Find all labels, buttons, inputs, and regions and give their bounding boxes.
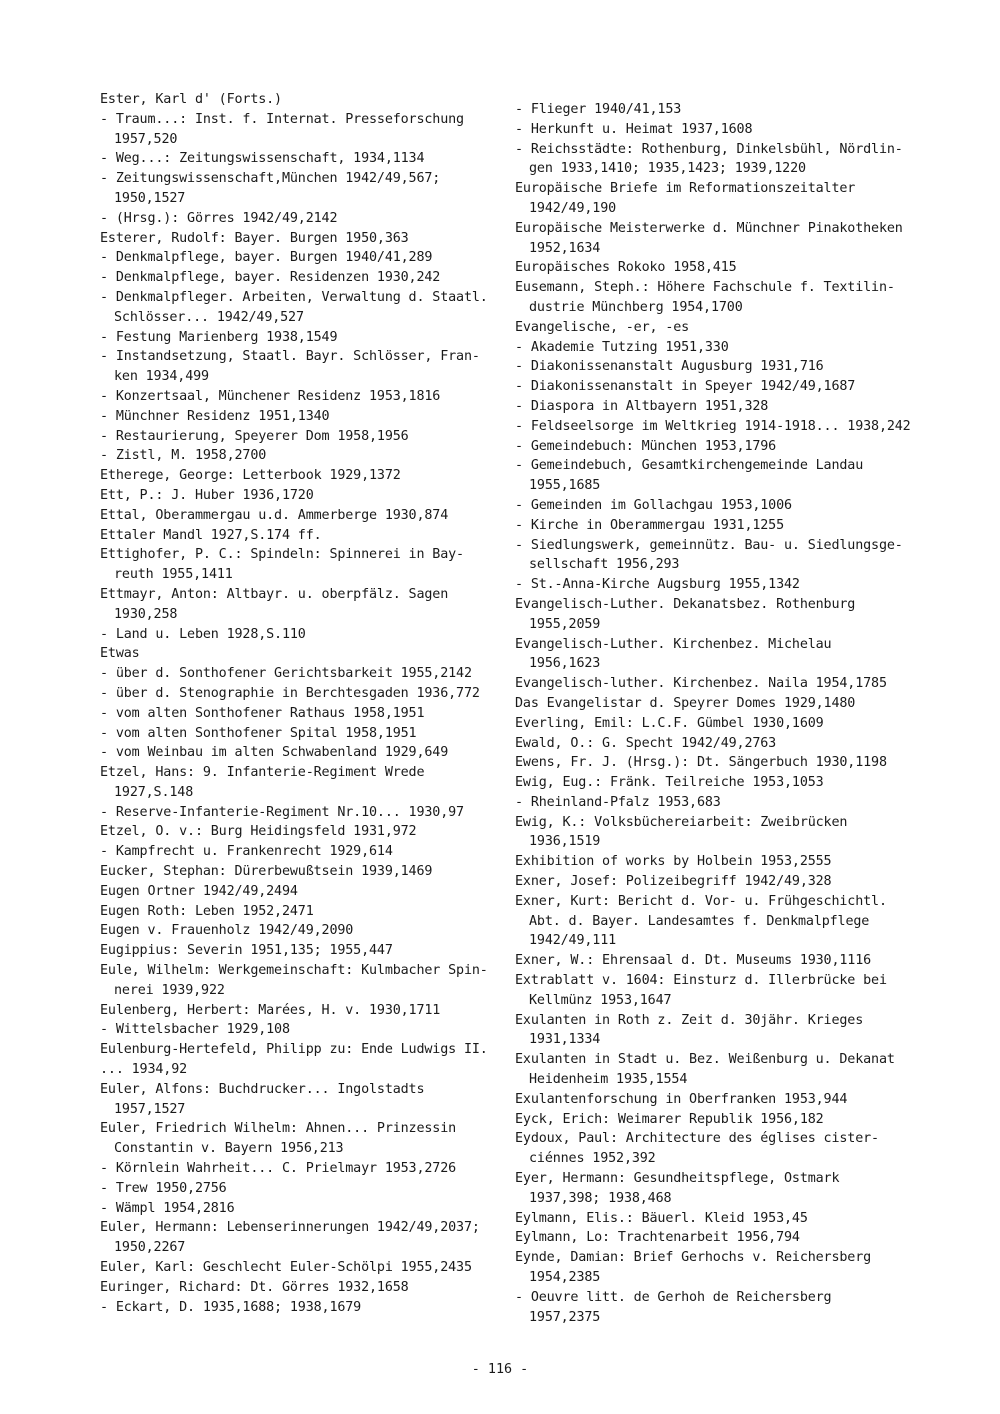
index-entry-line: - Zistl, M. 1958,2700 bbox=[100, 448, 267, 464]
index-entry-line: Eydoux, Paul: Architecture des églises cister- bbox=[515, 1131, 879, 1147]
index-entry-line: Ettal, Oberammergau u.d. Ammerberge 1930,874 bbox=[100, 507, 449, 523]
index-entry-line: 1942/49,111 bbox=[529, 933, 617, 949]
index-entry-line: Europäische Briefe im Reformationszeitalter bbox=[515, 181, 856, 197]
index-entry-line: Eylmann, Lo: Trachtenarbeit 1956,794 bbox=[515, 1230, 800, 1246]
index-entry-line: Evangelische, -er, -es bbox=[515, 319, 690, 335]
index-entry-line: - Instandsetzung, Staatl. Bayr. Schlösser, Fran- bbox=[100, 349, 480, 365]
index-entry-line: Eucker, Stephan: Dürerbewußtsein 1939,1469 bbox=[100, 864, 433, 880]
index-entry-line: Ewig, K.: Volksbüchereiarbeit: Zweibrücken bbox=[515, 814, 848, 830]
index-entry-line: - Wämpl 1954,2816 bbox=[100, 1200, 235, 1216]
index-entry-line: Etherege, George: Letterbook 1929,1372 bbox=[100, 468, 401, 484]
index-entry-line: nerei 1939,922 bbox=[114, 982, 225, 998]
index-entry-line: sellschaft 1956,293 bbox=[529, 557, 680, 573]
index-entry-line: 1957,2375 bbox=[529, 1309, 601, 1325]
index-entry-line: Das Evangelistar d. Speyrer Domes 1929,1480 bbox=[515, 695, 856, 711]
index-entry-line: Extrablatt v. 1604: Einsturz d. Illerbrücke bei bbox=[515, 973, 887, 989]
index-entry-line: Constantin v. Bayern 1956,213 bbox=[114, 1141, 344, 1157]
index-entry-line: - Gemeinden im Gollachgau 1953,1006 bbox=[515, 497, 792, 513]
index-entry-line: 1936,1519 bbox=[529, 834, 601, 850]
index-entry-line: Evangelisch-luther. Kirchenbez. Naila 1954,1785 bbox=[515, 676, 887, 692]
index-entry-line: - Diaspora in Altbayern 1951,328 bbox=[515, 398, 769, 414]
index-entry-line: - Diakonissenanstalt Augusburg 1931,716 bbox=[515, 359, 824, 375]
index-entry-line: - Reserve-Infanterie-Regiment Nr.10... 1930,97 bbox=[100, 804, 464, 820]
index-entry-line: Eylmann, Elis.: Bäuerl. Kleid 1953,45 bbox=[515, 1210, 808, 1226]
index-entry-line: - Eckart, D. 1935,1688; 1938,1679 bbox=[100, 1299, 362, 1315]
index-entry-line: - Kampfrecht u. Frankenrecht 1929,614 bbox=[100, 844, 393, 860]
index-entry-line: - (Hrsg.): Görres 1942/49,2142 bbox=[100, 210, 338, 226]
index-entry-line: - Flieger 1940/41,153 bbox=[515, 102, 682, 117]
index-entry-line: 1937,398; 1938,468 bbox=[529, 1190, 672, 1206]
index-entry-line: Etzel, O. v.: Burg Heidingsfeld 1931,972 bbox=[100, 824, 417, 840]
index-entry-line: dustrie Münchberg 1954,1700 bbox=[529, 299, 743, 315]
index-entry-line: Everling, Emil: L.C.F. Gümbel 1930,1609 bbox=[515, 715, 824, 731]
index-entry-line: Eugippius: Severin 1951,135; 1955,447 bbox=[100, 943, 393, 959]
index-entry-line: Eulenburg-Hertefeld, Philipp zu: Ende Ludwigs II. bbox=[100, 1042, 488, 1058]
index-entry-line: Exulanten in Stadt u. Bez. Weißenburg u. Dekanat bbox=[515, 1052, 895, 1068]
index-entry-line: Eyer, Hermann: Gesundheitspflege, Ostmark bbox=[515, 1171, 840, 1187]
index-entry-line: Exner, Kurt: Bericht d. Vor- u. Frühgeschichtl. bbox=[515, 893, 887, 909]
left-column bbox=[100, 90, 510, 1317]
index-entry-line: 1950,1527 bbox=[114, 190, 186, 206]
index-entry-line: Exner, Josef: Polizeibegriff 1942/49,328 bbox=[515, 874, 832, 890]
index-entry-line: Ewald, O.: G. Specht 1942/49,2763 bbox=[515, 735, 777, 751]
index-entry-line: Ester, Karl d' (Forts.) bbox=[100, 92, 282, 107]
index-entry-line: 1954,2385 bbox=[529, 1270, 601, 1286]
index-entry-line: 1955,2059 bbox=[529, 616, 601, 632]
index-entry-line: Exhibition of works by Holbein 1953,2555 bbox=[515, 854, 832, 870]
index-entry-line: - Denkmalpfleger. Arbeiten, Verwaltung d. Staatl. bbox=[100, 289, 488, 305]
index-entry-line: Etzel, Hans: 9. Infanterie-Regiment Wrede bbox=[100, 765, 425, 781]
index-entry-line: - Denkmalpflege, bayer. Burgen 1940/41,289 bbox=[100, 250, 433, 266]
index-entry-line: Evangelisch-Luther. Kirchenbez. Michelau bbox=[515, 636, 832, 652]
index-entry-line: 1957,520 bbox=[114, 131, 178, 147]
index-entry-line: 1957,1527 bbox=[114, 1101, 186, 1117]
index-entry-line: 1956,1623 bbox=[529, 656, 601, 672]
index-entry-line: - Gemeindebuch, Gesamtkirchengemeinde Landau bbox=[515, 458, 864, 474]
index-entry-line: Eugen Roth: Leben 1952,2471 bbox=[100, 903, 314, 919]
index-entry-line: - Kirche in Oberammergau 1931,1255 bbox=[515, 517, 785, 533]
index-entry-line: ciénnes 1952,392 bbox=[529, 1151, 656, 1167]
index-entry-line: Ettighofer, P. C.: Spindeln: Spinnerei in Bay- bbox=[100, 547, 464, 563]
index-entry-line: - Denkmalpflege, bayer. Residenzen 1930,242 bbox=[100, 270, 441, 286]
index-entry-line: Etwas bbox=[100, 646, 140, 662]
index-entry-line: ken 1934,499 bbox=[114, 369, 209, 385]
index-entry-line: - Herkunft u. Heimat 1937,1608 bbox=[515, 121, 753, 137]
index-entry-line: Exner, W.: Ehrensaal d. Dt. Museums 1930,1116 bbox=[515, 953, 872, 969]
index-entry-line: - über d. Stenographie in Berchtesgaden 1936,772 bbox=[100, 685, 480, 701]
index-entry-line: Euler, Alfons: Buchdrucker... Ingolstadts bbox=[100, 1081, 425, 1097]
index-entry-line: - vom Weinbau im alten Schwabenland 1929,649 bbox=[100, 745, 449, 761]
index-entry-line: Ettmayr, Anton: Altbayr. u. oberpfälz. Sagen bbox=[100, 586, 449, 602]
index-entry-line: 1930,258 bbox=[114, 606, 178, 622]
index-entry-line: Euler, Karl: Geschlecht Euler-Schölpi 1955,2435 bbox=[100, 1260, 472, 1276]
index-entry-line: Europäische Meisterwerke d. Münchner Pinakotheken bbox=[515, 220, 903, 236]
index-entry-line: - Wittelsbacher 1929,108 bbox=[100, 1022, 290, 1038]
index-entry-line: - Rheinland-Pfalz 1953,683 bbox=[515, 794, 721, 810]
index-entry-line: - St.-Anna-Kirche Augsburg 1955,1342 bbox=[515, 577, 800, 593]
index-entry-line: 1931,1334 bbox=[529, 1032, 601, 1048]
index-entry-line: - Münchner Residenz 1951,1340 bbox=[100, 408, 330, 424]
index-entry-line: 1927,S.148 bbox=[114, 784, 194, 800]
index-entry-line: Exulantenforschung in Oberfranken 1953,944 bbox=[515, 1091, 848, 1107]
index-entry-line: - vom alten Sonthofener Rathaus 1958,1951 bbox=[100, 705, 425, 721]
index-entry-line: - Reichsstädte: Rothenburg, Dinkelsbühl, Nördlin- bbox=[515, 141, 903, 157]
index-entry-line: - Oeuvre litt. de Gerhoh de Reichersberg bbox=[515, 1289, 832, 1305]
index-entry-line: - Traum...: Inst. f. Internat. Presseforschung bbox=[100, 111, 464, 127]
index-entry-line: Eule, Wilhelm: Werkgemeinschaft: Kulmbacher Spin- bbox=[100, 963, 488, 979]
index-entry-line: Eugen v. Frauenholz 1942/49,2090 bbox=[100, 923, 354, 939]
index-entry-line: Evangelisch-Luther. Dekanatsbez. Rothenburg bbox=[515, 596, 856, 612]
right-column bbox=[515, 100, 935, 1327]
index-entry-line: gen 1933,1410; 1935,1423; 1939,1220 bbox=[529, 161, 806, 177]
index-entry-line: Euler, Friedrich Wilhelm: Ahnen... Prinzessin bbox=[100, 1121, 457, 1137]
index-entry-line: Ettaler Mandl 1927,S.174 ff. bbox=[100, 527, 322, 543]
index-entry-line: - Festung Marienberg 1938,1549 bbox=[100, 329, 338, 345]
index-entry-line: - Restaurierung, Speyerer Dom 1958,1956 bbox=[100, 428, 409, 444]
index-entry-line: Heidenheim 1935,1554 bbox=[529, 1072, 688, 1088]
index-entry-line: reuth 1955,1411 bbox=[114, 567, 233, 583]
index-entry-line: Ewig, Eug.: Fränk. Teilreiche 1953,1053 bbox=[515, 775, 824, 791]
index-entry-line: 1952,1634 bbox=[529, 240, 601, 256]
index-entry-line: Eugen Ortner 1942/49,2494 bbox=[100, 883, 298, 899]
index-entry-line: - über d. Sonthofener Gerichtsbarkeit 1955,2142 bbox=[100, 666, 472, 682]
index-entry-line: - vom alten Sonthofener Spital 1958,1951 bbox=[100, 725, 417, 741]
index-entry-line: Eyck, Erich: Weimarer Republik 1956,182 bbox=[515, 1111, 824, 1127]
index-entry-line: - Körnlein Wahrheit... C. Prielmayr 1953,2726 bbox=[100, 1161, 457, 1177]
index-entry-line: - Zeitungswissenschaft,München 1942/49,567; bbox=[100, 171, 441, 187]
index-entry-line: Ewens, Fr. J. (Hrsg.): Dt. Sängerbuch 1930,1198 bbox=[515, 755, 887, 771]
index-entry-line: Eulenberg, Herbert: Marées, H. v. 1930,1711 bbox=[100, 1002, 441, 1018]
index-entry-line: ... 1934,92 bbox=[100, 1062, 188, 1078]
index-entry-line: Exulanten in Roth z. Zeit d. 30jähr. Krieges bbox=[515, 1012, 864, 1028]
index-entry-line: - Diakonissenanstalt in Speyer 1942/49,1687 bbox=[515, 379, 856, 395]
index-entry-line: - Gemeindebuch: München 1953,1796 bbox=[515, 438, 777, 454]
index-entry-line: - Land u. Leben 1928,S.110 bbox=[100, 626, 306, 642]
index-entry-line: Ett, P.: J. Huber 1936,1720 bbox=[100, 487, 314, 503]
index-entry-line: Euringer, Richard: Dt. Görres 1932,1658 bbox=[100, 1279, 409, 1295]
index-entry-line: 1955,1685 bbox=[529, 478, 601, 494]
index-entry-line: - Siedlungswerk, gemeinnütz. Bau- u. Siedlungsge- bbox=[515, 537, 903, 553]
page-number: - 116 - bbox=[471, 1362, 529, 1377]
index-entry-line: - Weg...: Zeitungswissenschaft, 1934,1134 bbox=[100, 151, 425, 167]
index-entry-line: - Akademie Tutzing 1951,330 bbox=[515, 339, 729, 355]
index-entry-line: - Konzertsaal, Münchener Residenz 1953,1816 bbox=[100, 388, 441, 404]
index-entry-line: Europäisches Rokoko 1958,415 bbox=[515, 260, 737, 276]
index-entry-line: Euler, Hermann: Lebenserinnerungen 1942/49,2037; bbox=[100, 1220, 480, 1236]
index-entry-line: Eynde, Damian: Brief Gerhochs v. Reichersberg bbox=[515, 1250, 872, 1266]
index-entry-line: Kellmünz 1953,1647 bbox=[529, 992, 672, 1008]
index-entry-line: Esterer, Rudolf: Bayer. Burgen 1950,363 bbox=[100, 230, 409, 246]
index-entry-line: 1950,2267 bbox=[114, 1240, 186, 1256]
index-entry-line: - Feldseelsorge im Weltkrieg 1914-1918... 1938,242 bbox=[515, 418, 911, 434]
index-entry-line: Eusemann, Steph.: Höhere Fachschule f. Textilin- bbox=[515, 280, 895, 296]
index-entry-line: Abt. d. Bayer. Landesamtes f. Denkmalpflege bbox=[529, 913, 870, 929]
index-entry-line: Schlösser... 1942/49,527 bbox=[114, 309, 304, 325]
index-entry-line: 1942/49,190 bbox=[529, 200, 617, 216]
index-entry-line: - Trew 1950,2756 bbox=[100, 1180, 227, 1196]
